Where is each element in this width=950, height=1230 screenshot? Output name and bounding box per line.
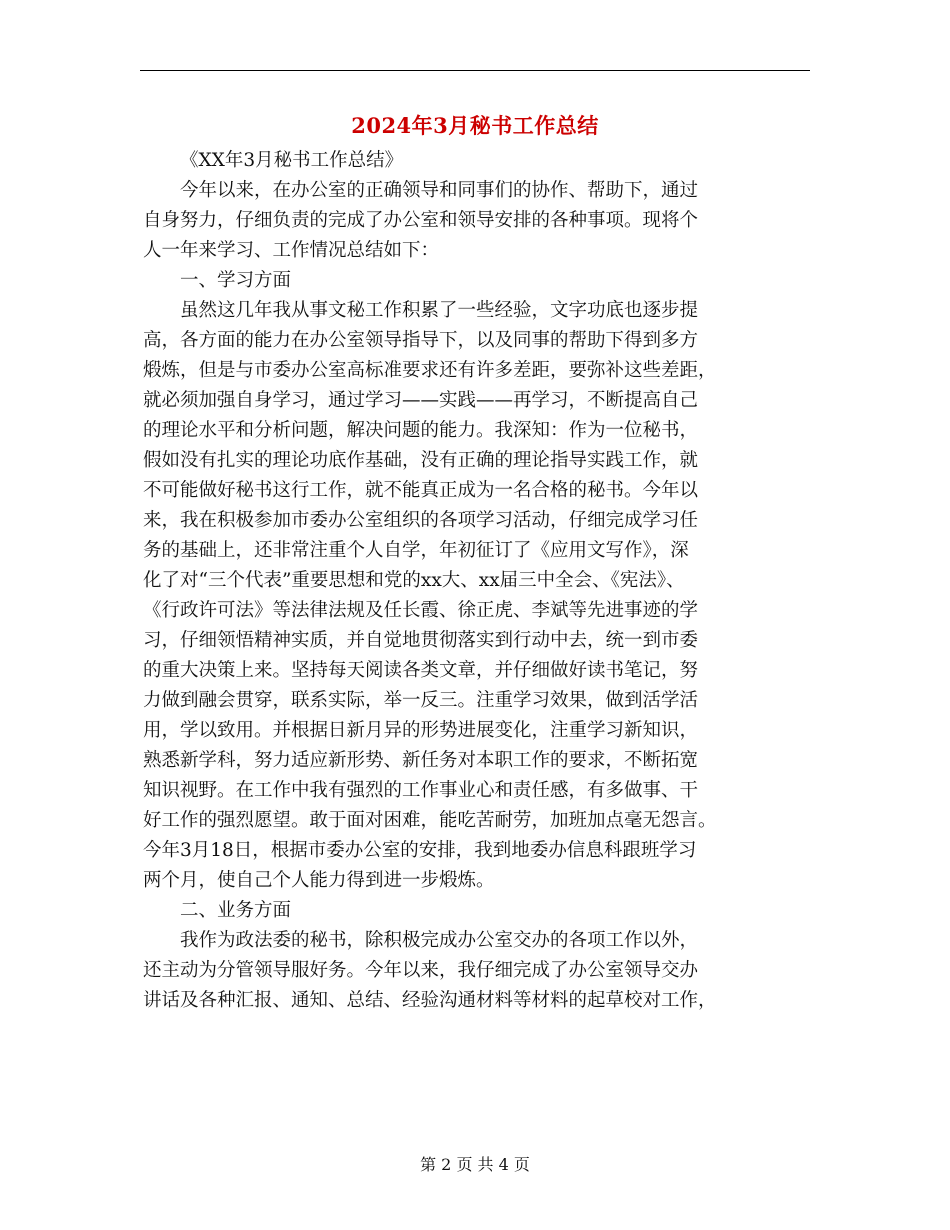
section-heading-business: 二、业务方面	[180, 900, 292, 921]
paragraph-study: 虽然这几年我从事文秘工作积累了一些经验，文字功底也逐步提 高，各方面的能力在办公室领导指导下，以及同事的帮助下得到多方 煅炼，但是与市委办公室高标准要求还有许多差距，要弥补这些差距， 就必须加强自身学习，通过学习——实践——再学习，不断提高自己 的理论水平和分析问题，解决问题的能力。我深知：作为一位秘书， 假如没有扎实的理论功底作基础，没有正确的理论指导实践工作，就 不可能做好秘书这行工作，就不能真正成为一名合格的秘书。今年以 来，我在积极参加市委办公室组织的各项学习活动，仔细完成学习任 务的基础上，还非常注重个人自学，年初征订了《应用文写作》，深 化了对“三个代表”重要思想和党的xx大、xx届三中全会、《宪法》、 《行政许可法》等法律法规及任长霞、徐正虎、李斌等先进事迹的学 习，仔细领悟精神实质，并自觉地贯彻落实到行动中去，统一到市委 的重大决策上来。坚持每天阅读各类文章，并仔细做好读书笔记，努 力做到融会贯穿，联系实际，举一反三。注重学习效果，做到活学活 用，学以致用。并根据日新月异的形势进展变化，注重学习新知识， 熟悉新学科，努力适应新形势、新任务对本职工作的要求，不断拓宽 知识视野。在工作中我有强烈的工作事业心和责任感，有多做事、干 好工作的强烈愿望。敢于面对困难，能吃苦耐劳，加班加点毫无怨言。 今年3月18日，根据市委办公室的安排，我到地委办信息科跟班学习 两个月，使自己个人能力得到进一步煅炼。	[143, 300, 717, 891]
header-rule	[140, 70, 810, 71]
page-number-footer: 第 2 页 共 4 页	[420, 1155, 530, 1174]
paragraph-intro: 今年以来，在办公室的正确领导和同事们的协作、帮助下，通过 自身努力，仔细负责的完成了办公室和领导安排的各种事项。现将个 人一年来学习、工作情况总结如下：	[143, 180, 699, 261]
paragraph-subtitle: 《XX年3月秘书工作总结》	[180, 150, 404, 171]
document-body	[143, 146, 815, 1016]
section-heading-study: 一、学习方面	[180, 270, 292, 291]
document-title: 2024年3月秘书工作总结	[351, 113, 599, 138]
paragraph-business: 我作为政法委的秘书，除积极完成办公室交办的各项工作以外， 还主动为分管领导服好务。今年以来，我仔细完成了办公室领导交办 讲话及各种汇报、通知、总结、经验沟通材料等材料的起草校对工作，	[143, 930, 717, 1011]
